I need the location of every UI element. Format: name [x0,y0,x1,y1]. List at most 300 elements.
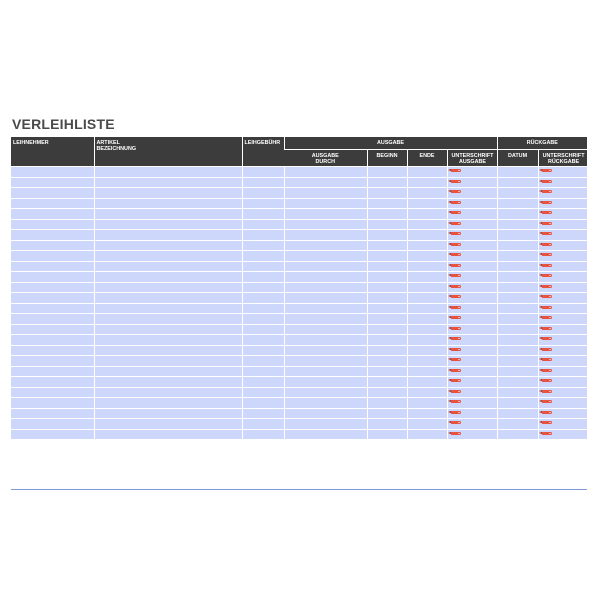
cell-unterschrift-rueckgabe[interactable] [538,293,587,304]
cell-unterschrift-rueckgabe[interactable] [538,188,587,199]
cell-leihgebuehr[interactable] [242,377,284,388]
cell-unterschrift-ausgabe[interactable] [447,408,497,419]
cell-unterschrift-ausgabe[interactable] [447,293,497,304]
cell-unterschrift-rueckgabe[interactable] [538,230,587,241]
table-row [11,251,587,262]
cell-beginn[interactable] [367,188,407,199]
cell-beginn[interactable] [367,419,407,430]
cell-datum[interactable] [497,177,538,188]
page-title: VERLEIHLISTE [12,116,115,132]
header-artikel-text: ARTIKEL BEZEICHNUNG [96,140,137,152]
cell-unterschrift-rueckgabe[interactable] [538,429,587,439]
cell-unterschrift-rueckgabe[interactable] [538,167,587,178]
cell-unterschrift-rueckgabe[interactable] [538,261,587,272]
cell-ende[interactable] [407,419,447,430]
cell-beginn[interactable] [367,251,407,262]
cell-leihgebuehr[interactable] [242,272,284,283]
cell-ausgabe-durch[interactable] [284,293,367,304]
cell-beginn[interactable] [367,282,407,293]
cell-leihnehmer[interactable] [11,230,94,241]
cell-artikel[interactable] [94,272,242,283]
cell-leihgebuehr[interactable] [242,230,284,241]
cell-artikel[interactable] [94,429,242,439]
cell-leihgebuehr[interactable] [242,167,284,178]
cell-leihgebuehr[interactable] [242,240,284,251]
cell-unterschrift-rueckgabe[interactable] [538,387,587,398]
cell-beginn[interactable] [367,366,407,377]
cell-unterschrift-ausgabe[interactable] [447,240,497,251]
cell-leihgebuehr[interactable] [242,345,284,356]
cell-ausgabe-durch[interactable] [284,303,367,314]
cell-unterschrift-rueckgabe[interactable] [538,282,587,293]
cell-unterschrift-rueckgabe[interactable] [538,219,587,230]
cell-unterschrift-rueckgabe[interactable] [538,303,587,314]
cell-artikel[interactable] [94,293,242,304]
cell-leihgebuehr[interactable] [242,366,284,377]
table-row [11,240,587,251]
pen-icon [542,285,552,288]
table-row [11,303,587,314]
cell-unterschrift-rueckgabe[interactable] [538,345,587,356]
cell-unterschrift-ausgabe[interactable] [447,167,497,178]
pen-icon [451,400,461,403]
pen-icon [542,190,552,193]
cell-leihnehmer[interactable] [11,324,94,335]
cell-ausgabe-durch[interactable] [284,324,367,335]
cell-leihnehmer[interactable] [11,261,94,272]
cell-unterschrift-rueckgabe[interactable] [538,198,587,209]
cell-unterschrift-rueckgabe[interactable] [538,408,587,419]
pen-icon [451,358,461,361]
table-row [11,282,587,293]
cell-ausgabe-durch[interactable] [284,345,367,356]
cell-unterschrift-ausgabe[interactable] [447,188,497,199]
cell-leihnehmer[interactable] [11,209,94,220]
cell-datum[interactable] [497,209,538,220]
cell-beginn[interactable] [367,356,407,367]
cell-leihgebuehr[interactable] [242,261,284,272]
cell-leihgebuehr[interactable] [242,219,284,230]
cell-leihnehmer[interactable] [11,314,94,325]
cell-leihgebuehr[interactable] [242,419,284,430]
pen-icon [451,211,461,214]
cell-leihnehmer[interactable] [11,219,94,230]
cell-ausgabe-durch[interactable] [284,251,367,262]
cell-beginn[interactable] [367,387,407,398]
table-row [11,314,587,325]
cell-unterschrift-rueckgabe[interactable] [538,314,587,325]
cell-ende[interactable] [407,356,447,367]
cell-ende[interactable] [407,219,447,230]
cell-artikel[interactable] [94,177,242,188]
cell-leihgebuehr[interactable] [242,387,284,398]
cell-artikel[interactable] [94,240,242,251]
cell-ende[interactable] [407,366,447,377]
cell-artikel[interactable] [94,408,242,419]
cell-unterschrift-rueckgabe[interactable] [538,209,587,220]
cell-ende[interactable] [407,345,447,356]
cell-unterschrift-rueckgabe[interactable] [538,335,587,346]
cell-ausgabe-durch[interactable] [284,188,367,199]
cell-artikel[interactable] [94,335,242,346]
cell-beginn[interactable] [367,324,407,335]
cell-datum[interactable] [497,377,538,388]
cell-unterschrift-ausgabe[interactable] [447,324,497,335]
cell-artikel[interactable] [94,230,242,241]
cell-unterschrift-ausgabe[interactable] [447,398,497,409]
cell-leihnehmer[interactable] [11,398,94,409]
cell-unterschrift-ausgabe[interactable] [447,303,497,314]
cell-ausgabe-durch[interactable] [284,282,367,293]
cell-leihnehmer[interactable] [11,240,94,251]
cell-leihgebuehr[interactable] [242,356,284,367]
header-leihgebuehr: LEIHGEBÜHR [242,137,284,167]
cell-artikel[interactable] [94,377,242,388]
cell-unterschrift-ausgabe[interactable] [447,366,497,377]
pen-icon [451,264,461,267]
cell-leihnehmer[interactable] [11,345,94,356]
cell-artikel[interactable] [94,387,242,398]
pen-icon [542,369,552,372]
cell-beginn[interactable] [367,167,407,178]
cell-datum[interactable] [497,303,538,314]
cell-ausgabe-durch[interactable] [284,261,367,272]
cell-leihnehmer[interactable] [11,177,94,188]
cell-ausgabe-durch[interactable] [284,398,367,409]
cell-beginn[interactable] [367,398,407,409]
pen-icon [542,337,552,340]
cell-ende[interactable] [407,335,447,346]
cell-leihnehmer[interactable] [11,167,94,178]
cell-leihnehmer[interactable] [11,408,94,419]
cell-ausgabe-durch[interactable] [284,419,367,430]
cell-beginn[interactable] [367,272,407,283]
cell-leihgebuehr[interactable] [242,335,284,346]
cell-ausgabe-durch[interactable] [284,377,367,388]
cell-artikel[interactable] [94,324,242,335]
header-artikel-bezeichnung [94,137,242,167]
cell-ausgabe-durch[interactable] [284,272,367,283]
cell-unterschrift-rueckgabe[interactable] [538,177,587,188]
pen-icon [542,243,552,246]
cell-leihnehmer[interactable] [11,272,94,283]
cell-leihgebuehr[interactable] [242,324,284,335]
pen-icon [542,432,552,435]
cell-datum[interactable] [497,293,538,304]
cell-ende[interactable] [407,282,447,293]
cell-datum[interactable] [497,419,538,430]
cell-ende[interactable] [407,188,447,199]
cell-artikel[interactable] [94,282,242,293]
cell-ausgabe-durch[interactable] [284,335,367,346]
pen-icon [451,274,461,277]
table-row [11,167,587,178]
table-row [11,387,587,398]
pen-icon [542,400,552,403]
cell-ende[interactable] [407,272,447,283]
table-row [11,345,587,356]
cell-unterschrift-rueckgabe[interactable] [538,324,587,335]
cell-ende[interactable] [407,387,447,398]
cell-unterschrift-rueckgabe[interactable] [538,356,587,367]
header-group-rueckgabe: RÜCKGABE [497,137,587,150]
cell-unterschrift-ausgabe[interactable] [447,419,497,430]
cell-ende[interactable] [407,261,447,272]
cell-unterschrift-rueckgabe[interactable] [538,398,587,409]
cell-ausgabe-durch[interactable] [284,219,367,230]
table-row [11,429,587,439]
cell-leihgebuehr[interactable] [242,429,284,439]
pen-icon [451,243,461,246]
cell-unterschrift-rueckgabe[interactable] [538,240,587,251]
cell-leihnehmer[interactable] [11,377,94,388]
cell-datum[interactable] [497,198,538,209]
pen-icon [542,327,552,330]
table-row [11,198,587,209]
pen-icon [542,264,552,267]
cell-artikel[interactable] [94,198,242,209]
cell-datum[interactable] [497,335,538,346]
cell-leihgebuehr[interactable] [242,293,284,304]
cell-leihgebuehr[interactable] [242,188,284,199]
cell-unterschrift-rueckgabe[interactable] [538,377,587,388]
cell-unterschrift-ausgabe[interactable] [447,377,497,388]
cell-leihgebuehr[interactable] [242,314,284,325]
cell-datum[interactable] [497,387,538,398]
pen-icon [542,379,552,382]
cell-beginn[interactable] [367,209,407,220]
cell-unterschrift-ausgabe[interactable] [447,272,497,283]
header-group-ausgabe: AUSGABE [284,137,497,150]
cell-ausgabe-durch[interactable] [284,240,367,251]
table-row [11,419,587,430]
cell-ausgabe-durch[interactable] [284,230,367,241]
header-ausgabe-durch-text: AUSGABE DURCH [311,153,339,165]
cell-ausgabe-durch[interactable] [284,198,367,209]
pen-icon [451,190,461,193]
cell-datum[interactable] [497,282,538,293]
header-unterschrift-rueckgabe-text: UNTERSCHRIFT RÜCKGABE [542,153,585,165]
cell-leihnehmer[interactable] [11,293,94,304]
cell-leihnehmer[interactable] [11,419,94,430]
cell-datum[interactable] [497,272,538,283]
cell-beginn[interactable] [367,303,407,314]
table-row [11,366,587,377]
cell-artikel[interactable] [94,261,242,272]
cell-leihgebuehr[interactable] [242,198,284,209]
cell-artikel[interactable] [94,398,242,409]
table-row [11,230,587,241]
cell-datum[interactable] [497,261,538,272]
cell-ausgabe-durch[interactable] [284,429,367,439]
cell-unterschrift-rueckgabe[interactable] [538,366,587,377]
header-leihnehmer: LEIHNEHMER [11,137,94,167]
cell-leihnehmer[interactable] [11,303,94,314]
cell-ausgabe-durch[interactable] [284,314,367,325]
cell-leihgebuehr[interactable] [242,408,284,419]
cell-datum[interactable] [497,345,538,356]
table-row [11,408,587,419]
cell-datum[interactable] [497,219,538,230]
cell-unterschrift-ausgabe[interactable] [447,335,497,346]
header-ende: ENDE [407,150,447,167]
pen-icon [451,432,461,435]
cell-artikel[interactable] [94,188,242,199]
cell-artikel[interactable] [94,209,242,220]
cell-unterschrift-ausgabe[interactable] [447,251,497,262]
cell-ende[interactable] [407,429,447,439]
cell-artikel[interactable] [94,356,242,367]
cell-datum[interactable] [497,314,538,325]
cell-ende[interactable] [407,198,447,209]
cell-datum[interactable] [497,366,538,377]
cell-beginn[interactable] [367,177,407,188]
cell-ausgabe-durch[interactable] [284,366,367,377]
cell-ende[interactable] [407,324,447,335]
cell-leihgebuehr[interactable] [242,251,284,262]
cell-datum[interactable] [497,240,538,251]
cell-unterschrift-ausgabe[interactable] [447,282,497,293]
cell-leihnehmer[interactable] [11,282,94,293]
cell-ende[interactable] [407,377,447,388]
cell-datum[interactable] [497,398,538,409]
cell-leihgebuehr[interactable] [242,177,284,188]
cell-unterschrift-ausgabe[interactable] [447,345,497,356]
cell-unterschrift-rueckgabe[interactable] [538,251,587,262]
cell-ende[interactable] [407,177,447,188]
pen-icon [451,232,461,235]
cell-ausgabe-durch[interactable] [284,387,367,398]
pen-icon [451,306,461,309]
cell-unterschrift-ausgabe[interactable] [447,429,497,439]
cell-artikel[interactable] [94,167,242,178]
pen-icon [451,169,461,172]
pen-icon [542,232,552,235]
cell-leihnehmer[interactable] [11,335,94,346]
cell-leihnehmer[interactable] [11,198,94,209]
pen-icon [451,253,461,256]
header-ausgabe-durch [284,150,367,167]
cell-artikel[interactable] [94,345,242,356]
cell-artikel[interactable] [94,219,242,230]
cell-beginn[interactable] [367,377,407,388]
cell-leihnehmer[interactable] [11,429,94,439]
table-row [11,377,587,388]
cell-unterschrift-ausgabe[interactable] [447,356,497,367]
pen-icon [451,369,461,372]
cell-datum[interactable] [497,167,538,178]
pen-icon [451,390,461,393]
cell-unterschrift-ausgabe[interactable] [447,314,497,325]
header-beginn: BEGINN [367,150,407,167]
table-row [11,272,587,283]
cell-unterschrift-ausgabe[interactable] [447,219,497,230]
cell-leihnehmer[interactable] [11,387,94,398]
cell-ende[interactable] [407,293,447,304]
cell-beginn[interactable] [367,345,407,356]
cell-datum[interactable] [497,251,538,262]
cell-leihnehmer[interactable] [11,251,94,262]
cell-ende[interactable] [407,209,447,220]
lending-table [11,137,587,439]
pen-icon [451,411,461,414]
cell-unterschrift-ausgabe[interactable] [447,261,497,272]
cell-ausgabe-durch[interactable] [284,167,367,178]
cell-unterschrift-ausgabe[interactable] [447,387,497,398]
cell-leihgebuehr[interactable] [242,303,284,314]
cell-unterschrift-ausgabe[interactable] [447,209,497,220]
cell-beginn[interactable] [367,198,407,209]
table-body [11,167,587,440]
cell-ende[interactable] [407,251,447,262]
cell-unterschrift-rueckgabe[interactable] [538,419,587,430]
table-row [11,177,587,188]
pen-icon [451,222,461,225]
cell-leihgebuehr[interactable] [242,282,284,293]
cell-beginn[interactable] [367,219,407,230]
cell-unterschrift-rueckgabe[interactable] [538,272,587,283]
table-row [11,219,587,230]
cell-leihgebuehr[interactable] [242,209,284,220]
cell-ausgabe-durch[interactable] [284,408,367,419]
pen-icon [451,421,461,424]
cell-ende[interactable] [407,314,447,325]
cell-artikel[interactable] [94,303,242,314]
cell-beginn[interactable] [367,240,407,251]
cell-ausgabe-durch[interactable] [284,356,367,367]
cell-datum[interactable] [497,429,538,439]
cell-beginn[interactable] [367,408,407,419]
cell-ende[interactable] [407,240,447,251]
cell-beginn[interactable] [367,293,407,304]
cell-ende[interactable] [407,398,447,409]
pen-icon [542,316,552,319]
pen-icon [542,348,552,351]
cell-artikel[interactable] [94,314,242,325]
cell-artikel[interactable] [94,366,242,377]
cell-unterschrift-ausgabe[interactable] [447,177,497,188]
cell-unterschrift-ausgabe[interactable] [447,198,497,209]
cell-beginn[interactable] [367,429,407,439]
cell-beginn[interactable] [367,335,407,346]
cell-ende[interactable] [407,230,447,241]
cell-beginn[interactable] [367,314,407,325]
cell-datum[interactable] [497,230,538,241]
cell-datum[interactable] [497,188,538,199]
cell-ausgabe-durch[interactable] [284,177,367,188]
pen-icon [451,337,461,340]
cell-leihnehmer[interactable] [11,188,94,199]
cell-beginn[interactable] [367,261,407,272]
cell-leihnehmer[interactable] [11,366,94,377]
cell-leihnehmer[interactable] [11,356,94,367]
cell-artikel[interactable] [94,251,242,262]
cell-leihgebuehr[interactable] [242,398,284,409]
cell-artikel[interactable] [94,419,242,430]
cell-beginn[interactable] [367,230,407,241]
header-unterschrift-rueckgabe [538,150,587,167]
cell-datum[interactable] [497,356,538,367]
pen-icon [451,348,461,351]
cell-ende[interactable] [407,408,447,419]
table-row [11,335,587,346]
cell-unterschrift-ausgabe[interactable] [447,230,497,241]
cell-ausgabe-durch[interactable] [284,209,367,220]
cell-datum[interactable] [497,324,538,335]
cell-ende[interactable] [407,167,447,178]
cell-ende[interactable] [407,303,447,314]
cell-datum[interactable] [497,408,538,419]
